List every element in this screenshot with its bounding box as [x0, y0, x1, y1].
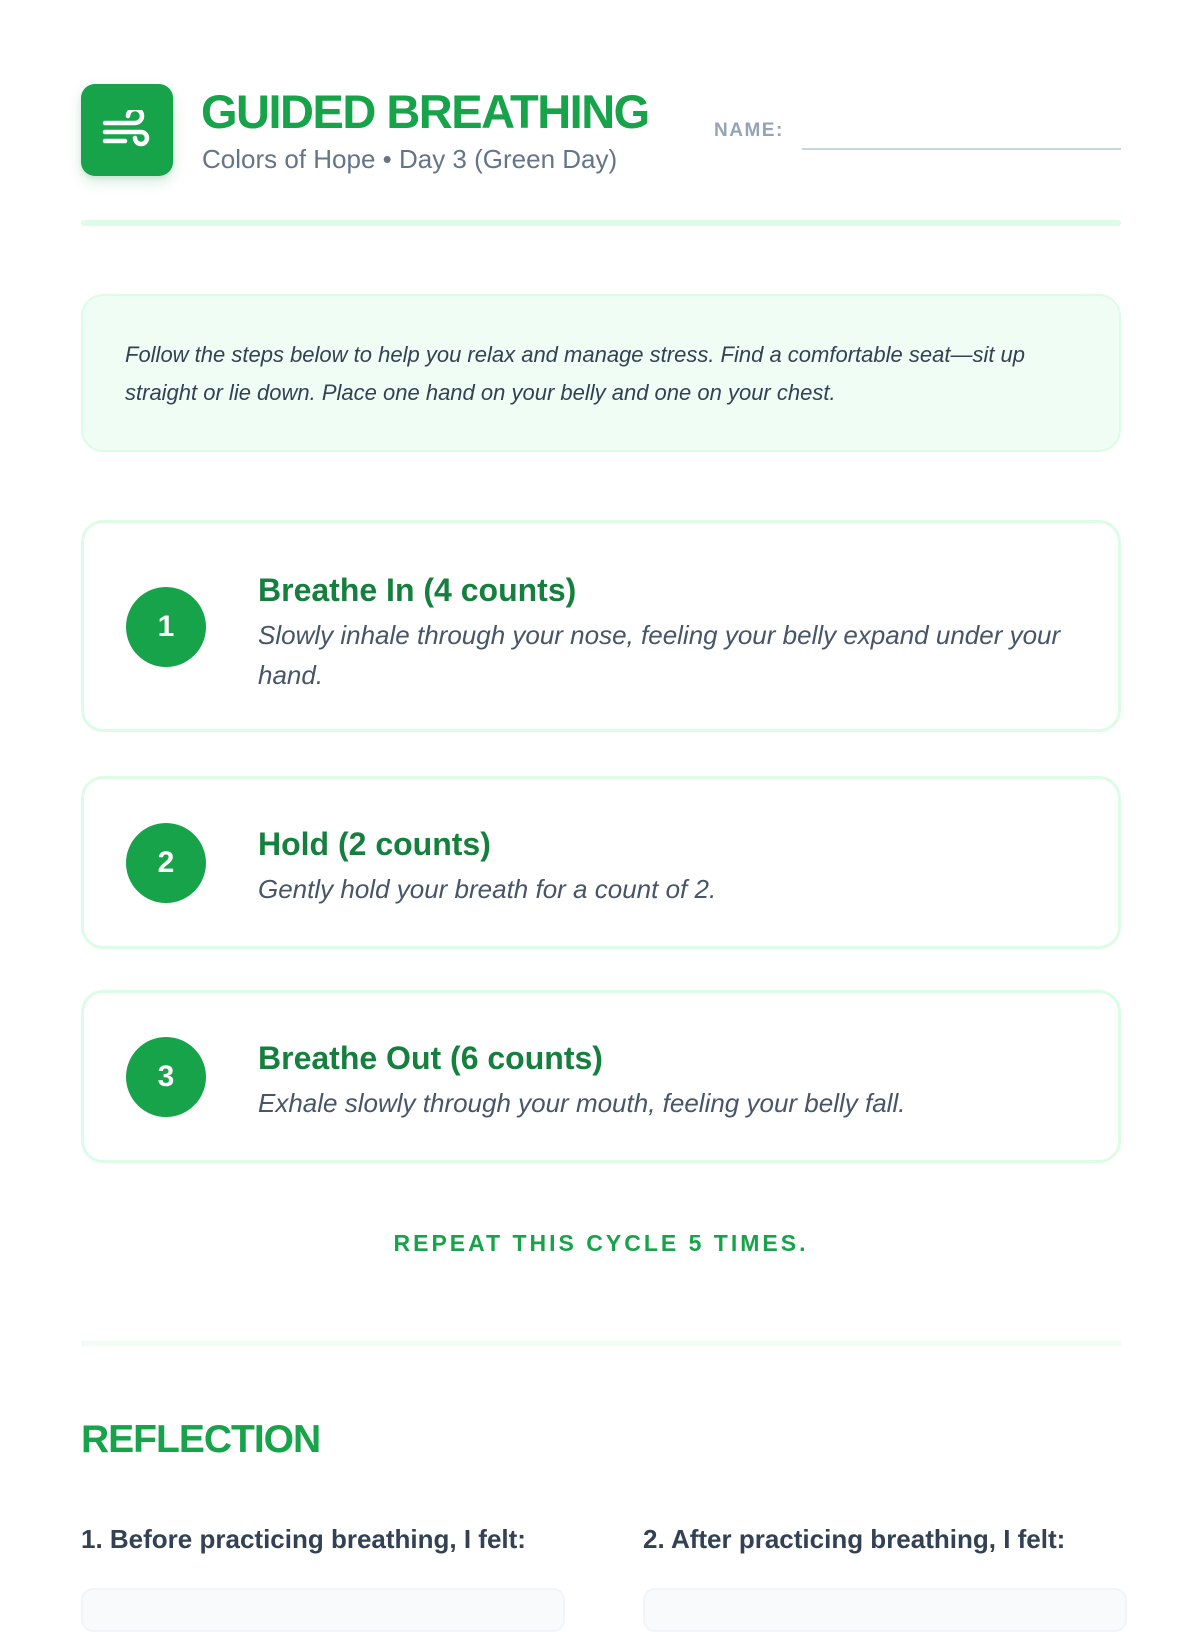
step-card	[81, 776, 1121, 949]
step-number-badge: 3	[126, 1037, 206, 1117]
step-text: Exhale slowly through your mouth, feeling your belly fall.	[258, 1088, 906, 1118]
step-text: Slowly inhale through your nose, feeling your belly expand under your hand.	[258, 620, 1061, 690]
reflection-answer-field[interactable]	[81, 1588, 565, 1632]
step-text: Gently hold your breath for a count of 2.	[258, 874, 717, 904]
step-title: Hold (2 counts)	[258, 826, 491, 862]
step-number-badge: 1	[126, 587, 206, 667]
name-label: NAME:	[714, 120, 784, 141]
page-title: GUIDED BREATHING	[201, 85, 649, 138]
section-divider	[81, 1341, 1121, 1346]
reflection-answer-field[interactable]	[643, 1588, 1127, 1632]
step-title: Breathe In (4 counts)	[258, 572, 577, 608]
step-number-badge: 2	[126, 823, 206, 903]
step-title: Breathe Out (6 counts)	[258, 1040, 603, 1076]
page-subtitle: Colors of Hope • Day 3 (Green Day)	[202, 144, 618, 174]
step-card	[81, 520, 1121, 732]
reflection-question: 2. After practicing breathing, I felt:	[643, 1524, 1066, 1554]
reflection-question: 1. Before practicing breathing, I felt:	[81, 1524, 526, 1554]
name-field[interactable]	[802, 148, 1121, 150]
intro-text: Follow the steps below to help you relax and manage stress. Find a comfortable seat—sit up straight or lie down. Place one hand on your belly and one on your chest.	[125, 342, 1026, 405]
wind-icon	[81, 84, 173, 176]
header	[81, 84, 1121, 176]
step-card	[81, 990, 1121, 1163]
reflection-title: REFLECTION	[81, 1418, 321, 1461]
header-divider	[81, 220, 1121, 226]
intro-box	[81, 294, 1121, 452]
repeat-note: REPEAT THIS CYCLE 5 TIMES.	[393, 1230, 809, 1256]
